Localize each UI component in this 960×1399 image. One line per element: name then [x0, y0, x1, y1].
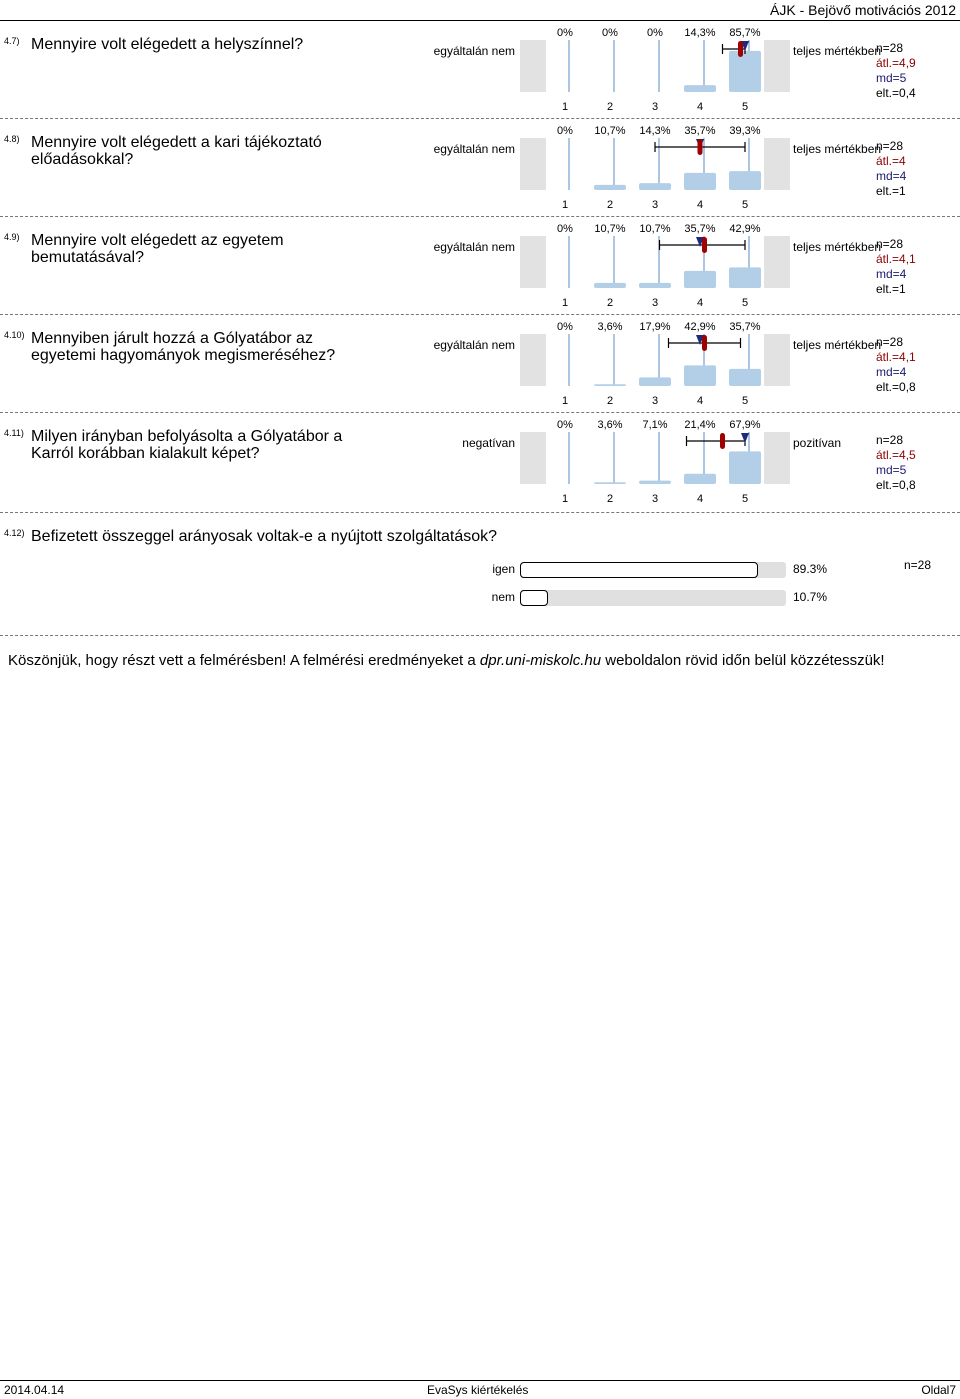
scale-number: 4	[696, 199, 704, 211]
percent-label: 35,7%	[684, 224, 716, 235]
mean-marker	[702, 335, 707, 351]
distribution-chart	[520, 322, 790, 414]
distribution-chart	[520, 420, 790, 512]
section-divider	[0, 635, 960, 636]
question-text: Mennyire volt elégedett az egyetem bemutatásával?	[31, 232, 284, 266]
scale-number: 1	[561, 101, 569, 113]
scale-number: 1	[561, 199, 569, 211]
option-row-yes	[0, 562, 960, 580]
section-divider	[0, 118, 960, 119]
option-percent: 89.3%	[793, 562, 828, 576]
percent-label: 3,6%	[597, 420, 623, 431]
option-label: igen	[492, 562, 515, 576]
section-divider	[0, 314, 960, 315]
stat-mean: átl.=4,1	[876, 252, 916, 266]
scale-number: 4	[696, 297, 704, 309]
question-number: 4.10)	[4, 330, 25, 340]
distribution-bar	[729, 171, 761, 190]
question-text: Mennyire volt elégedett a helyszínnel?	[31, 36, 304, 53]
section-divider	[0, 412, 960, 413]
percent-label: 14,3%	[684, 28, 716, 39]
footer-date: 2014.04.14	[4, 1383, 65, 1397]
scale-left-label: egyáltalán nem	[433, 44, 515, 58]
scale-number: 5	[741, 199, 749, 211]
option-bar	[520, 562, 786, 578]
section-divider	[0, 512, 960, 513]
percent-label: 0%	[647, 28, 663, 39]
statistics	[876, 41, 916, 101]
scale-right-track	[764, 334, 790, 386]
footer-page: Oldal7	[921, 1383, 956, 1397]
footer-center: EvaSys kiértékelés	[427, 1383, 529, 1397]
distribution-bar	[594, 283, 626, 288]
question-block	[0, 28, 960, 134]
option-bar-fill	[520, 562, 758, 578]
footer-divider	[0, 1380, 960, 1381]
stat-median: md=4	[876, 169, 907, 183]
question-block	[0, 126, 960, 232]
percent-label: 35,7%	[684, 126, 716, 137]
scale-number: 3	[651, 493, 659, 505]
scale-number: 5	[741, 395, 749, 407]
distribution-bar	[729, 267, 761, 288]
distribution-bar	[729, 451, 761, 484]
scale-right-label: teljes mértékben	[793, 338, 882, 352]
distribution-bar	[729, 51, 761, 92]
percent-label: 10,7%	[594, 224, 626, 235]
percent-label: 17,9%	[639, 322, 671, 333]
stat-n: n=28	[876, 335, 904, 349]
scale-number: 3	[651, 395, 659, 407]
stat-mean: átl.=4	[876, 154, 906, 168]
scale-number: 3	[651, 297, 659, 309]
scale-number: 2	[606, 199, 614, 211]
report-title: ÁJK - Bejövő motivációs 2012	[770, 2, 956, 18]
percent-label: 42,9%	[684, 322, 716, 333]
scale-right-track	[764, 432, 790, 484]
distribution-bar	[684, 85, 716, 92]
question-text: Mennyire volt elégedett a kari tájékoztató előadásokkal?	[31, 134, 322, 168]
question-text: Befizetett összeggel arányosak voltak-e a nyújtott szolgáltatások?	[31, 528, 498, 545]
question-number: 4.9)	[4, 232, 20, 242]
scale-left-label: egyáltalán nem	[433, 338, 515, 352]
percent-label: 10,7%	[594, 126, 626, 137]
scale-number: 2	[606, 297, 614, 309]
scale-number: 5	[741, 297, 749, 309]
stat-mean: átl.=4,1	[876, 350, 916, 364]
scale-number: 1	[561, 395, 569, 407]
percent-label: 0%	[557, 126, 573, 137]
stat-deviation: elt.=1	[876, 184, 906, 198]
percent-label: 35,7%	[729, 322, 761, 333]
percent-label: 85,7%	[729, 28, 761, 39]
percent-label: 0%	[602, 28, 618, 39]
scale-right-label: teljes mértékben	[793, 240, 882, 254]
percent-label: 0%	[557, 420, 573, 431]
percent-label: 67,9%	[729, 420, 761, 431]
header-divider	[0, 20, 960, 21]
scale-number: 2	[606, 101, 614, 113]
stat-n: n=28	[876, 41, 904, 55]
percent-label: 3,6%	[597, 322, 623, 333]
scale-left-track	[520, 334, 546, 386]
scale-number: 2	[606, 493, 614, 505]
scale-number: 5	[741, 493, 749, 505]
website-link[interactable]: dpr.uni-miskolc.hu	[479, 652, 602, 669]
percent-label: 0%	[557, 322, 573, 333]
distribution-bar	[684, 365, 716, 386]
distribution-bar	[639, 283, 671, 288]
option-bar-fill	[520, 590, 548, 606]
scale-left-label: egyáltalán nem	[433, 240, 515, 254]
distribution-bar	[639, 481, 671, 484]
distribution-chart	[520, 28, 790, 120]
stat-median: md=5	[876, 463, 907, 477]
scale-right-track	[764, 40, 790, 92]
percent-label: 21,4%	[684, 420, 716, 431]
scale-left-track	[520, 432, 546, 484]
percent-label: 42,9%	[729, 224, 761, 235]
question-number: 4.12)	[4, 528, 25, 538]
scale-left-label: negatívan	[462, 436, 515, 450]
statistics	[876, 433, 916, 493]
distribution-bar	[684, 474, 716, 484]
distribution-chart	[520, 224, 790, 316]
statistics	[876, 139, 906, 199]
scale-number: 3	[651, 101, 659, 113]
scale-left-label: egyáltalán nem	[433, 142, 515, 156]
stat-n: n=28	[876, 237, 904, 251]
question-number: 4.7)	[4, 36, 20, 46]
distribution-bar	[594, 482, 626, 484]
percent-label: 10,7%	[639, 224, 671, 235]
question-block	[0, 322, 960, 428]
percent-label: 0%	[557, 28, 573, 39]
scale-number: 4	[696, 493, 704, 505]
question-4-12	[0, 528, 960, 618]
scale-number: 1	[561, 493, 569, 505]
stat-n: n=28	[876, 433, 904, 447]
stat-deviation: elt.=1	[876, 282, 906, 296]
distribution-bar	[729, 369, 761, 386]
stat-median: md=4	[876, 365, 907, 379]
option-percent: 10.7%	[793, 590, 828, 604]
scale-number: 2	[606, 395, 614, 407]
distribution-bar	[639, 377, 671, 386]
distribution-chart	[520, 126, 790, 218]
scale-left-track	[520, 40, 546, 92]
scale-right-label: teljes mértékben	[793, 44, 882, 58]
percent-label: 7,1%	[642, 420, 668, 431]
mean-marker	[720, 433, 725, 449]
option-label: nem	[491, 590, 515, 604]
statistics	[876, 237, 916, 297]
mean-marker	[698, 139, 703, 155]
stat-mean: átl.=4,5	[876, 448, 916, 462]
scale-right-label: pozitívan	[793, 436, 842, 450]
distribution-bar	[684, 271, 716, 288]
stat-deviation: elt.=0,4	[876, 86, 916, 100]
stat-median: md=4	[876, 267, 907, 281]
question-text: Milyen irányban befolyásolta a Gólyatábor a Karról korábban kialakult képet?	[31, 428, 343, 462]
scale-right-track	[764, 236, 790, 288]
question-number: 4.11)	[4, 428, 24, 438]
distribution-bar	[594, 384, 626, 386]
scale-number: 5	[741, 101, 749, 113]
percent-label: 39,3%	[729, 126, 761, 137]
stat-mean: átl.=4,9	[876, 56, 916, 70]
question-number: 4.8)	[4, 134, 20, 144]
distribution-bar	[684, 173, 716, 190]
statistics	[876, 335, 916, 395]
scale-number: 4	[696, 101, 704, 113]
scale-number: 4	[696, 395, 704, 407]
stat-deviation: elt.=0,8	[876, 380, 916, 394]
respondent-count: n=28	[904, 558, 932, 572]
scale-right-label: teljes mértékben	[793, 142, 882, 156]
stat-median: md=5	[876, 71, 907, 85]
question-block	[0, 224, 960, 330]
distribution-bar	[639, 183, 671, 190]
distribution-bar	[594, 185, 626, 190]
scale-left-track	[520, 138, 546, 190]
scale-right-track	[764, 138, 790, 190]
scale-left-track	[520, 236, 546, 288]
thank-you-message: Köszönjük, hogy részt vett a felmérésben! A felmérési eredményeket a dpr.uni-miskolc.hu weboldalon rövid időn belül közzétesszük!	[8, 652, 885, 669]
option-row-no	[0, 590, 960, 608]
section-divider	[0, 216, 960, 217]
stat-n: n=28	[876, 139, 904, 153]
option-bar	[520, 590, 786, 606]
mean-marker	[702, 237, 707, 253]
stat-deviation: elt.=0,8	[876, 478, 916, 492]
question-text: Mennyiben járult hozzá a Gólyatábor az egyetemi hagyományok megismeréséhez?	[31, 330, 336, 364]
percent-label: 0%	[557, 224, 573, 235]
percent-label: 14,3%	[639, 126, 671, 137]
scale-number: 1	[561, 297, 569, 309]
mean-marker	[738, 41, 743, 57]
scale-number: 3	[651, 199, 659, 211]
